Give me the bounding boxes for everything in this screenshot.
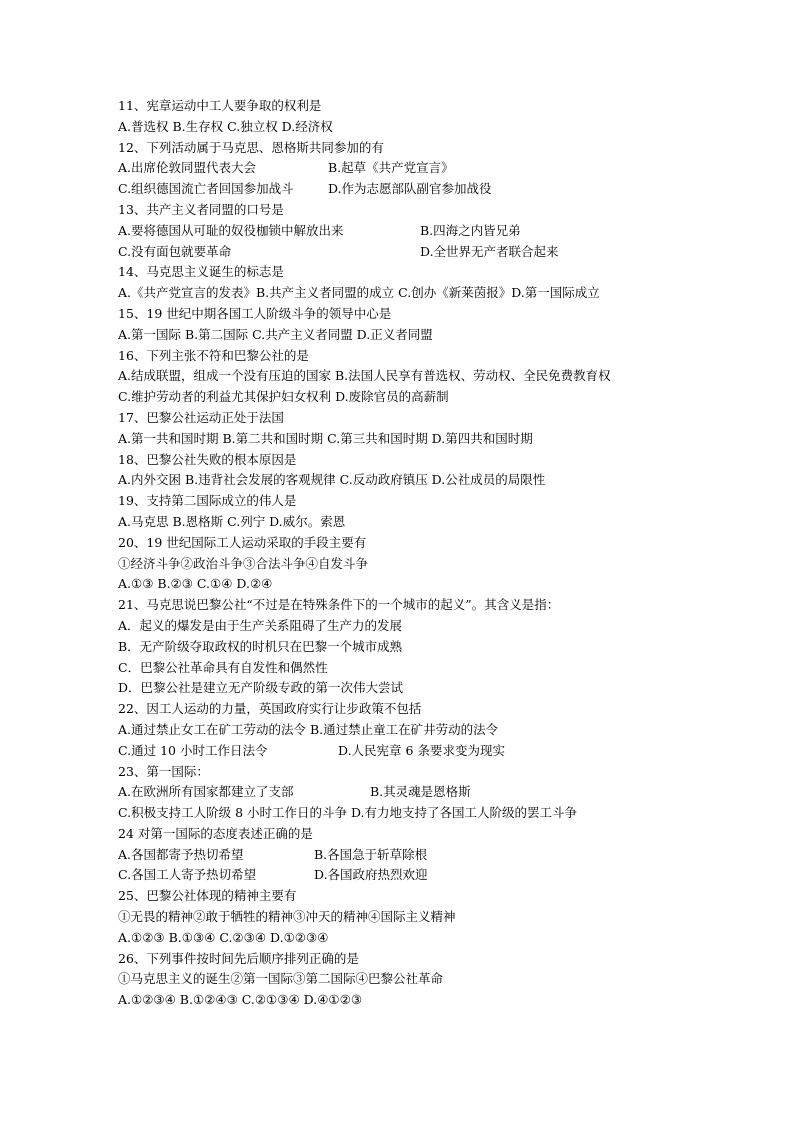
q21-stem: 21、马克思说巴黎公社“不过是在特殊条件下的一个城市的起义”。其含义是指： — [118, 597, 560, 613]
q12-option-a: A.出席伦敦同盟代表大会 — [118, 160, 257, 176]
q25-items: ①无畏的精神②敢于牺牲的精神③冲天的精神④国际主义精神 — [118, 909, 456, 925]
q24-option-d: D.各国政府热烈欢迎 — [314, 867, 428, 883]
q18-options: A.内外交困 B.违背社会发展的客观规律 C.反动政府镇压 D.公社成员的局限性 — [118, 472, 546, 488]
q13-option-b: B.四海之内皆兄弟 — [420, 222, 521, 238]
q26-stem: 26、下列事件按时间先后顺序排列正确的是 — [118, 950, 359, 966]
q23-stem: 23、第一国际： — [118, 763, 209, 779]
q16-options-row1: A.结成联盟，组成一个没有压迫的国家 B.法国人民享有普选权、劳动权、全民免费教育权 — [118, 368, 611, 384]
q21-option-c: C．巴黎公社革命具有自发性和偶然性 — [118, 659, 328, 675]
q24-stem: 24 对第一国际的态度表述正确的是 — [118, 825, 313, 841]
q25-options: A.①②③ B.①③④ C.②③④ D.①②③④ — [118, 929, 329, 945]
q23-option-a: A.在欧洲所有国家都建立了支部 — [118, 784, 294, 800]
q21-option-b: B．无产阶级夺取政权的时机只在巴黎一个城市成熟 — [118, 638, 403, 654]
q21-option-d: D．巴黎公社是建立无产阶级专政的第一次伟大尝试 — [118, 680, 404, 696]
q24-option-b: B.各国急于斩草除根 — [314, 846, 428, 862]
q13-option-a: A.要将德国从可耻的奴役枷锁中解放出来 — [118, 222, 344, 238]
q16-options-row2: C.维护劳动者的利益尤其保护妇女权利 D.废除官员的高薪制 — [118, 389, 449, 405]
q12-option-d: D.作为志愿部队副官参加战役 — [328, 181, 492, 197]
q12-option-b: B.起草《共产党宣言》 — [328, 160, 454, 176]
q22-option-d: D.人民宪章 6 条要求变为现实 — [338, 742, 505, 758]
q15-stem: 15、19 世纪中期各国工人阶级斗争的领导中心是 — [118, 305, 392, 321]
q20-items: ①经济斗争②政治斗争③合法斗争④自发斗争 — [118, 555, 369, 571]
q24-option-a: A.各国都寄予热切希望 — [118, 846, 244, 862]
question-page — [118, 96, 678, 1011]
q25-stem: 25、巴黎公社体现的精神主要有 — [118, 888, 297, 904]
q26-items: ①马克思主义的诞生②第一国际③第二国际④巴黎公社革命 — [118, 971, 444, 987]
q22-options-row2 — [118, 741, 678, 762]
q14-options: A.《共产党宣言的发表》B.共产主义者同盟的成立 C.创办《新莱茵报》D.第一国际成立 — [118, 285, 600, 301]
q19-stem: 19、支持第二国际成立的伟人是 — [118, 493, 297, 509]
q12-options-row1 — [118, 158, 678, 179]
q23-options-row2: C.积极支持工人阶级 8 小时工作日的斗争 D.有力地支持了各国工人阶级的罢工斗争 — [118, 805, 578, 821]
q19-options: A.马克思 B.恩格斯 C.列宁 D.威尔。索恩 — [118, 513, 346, 529]
q17-options: A.第一共和国时期 B.第二共和国时期 C.第三共和国时期 D.第四共和国时期 — [118, 430, 533, 446]
q13-options-row1 — [118, 221, 678, 242]
q21-option-a: A．起义的爆发是由于生产关系阻碍了生产力的发展 — [118, 617, 403, 633]
q17-stem: 17、巴黎公社运动正处于法国 — [118, 409, 284, 425]
q23-options-row1 — [118, 782, 678, 803]
q13-options-row2 — [118, 242, 678, 263]
q14-stem: 14、马克思主义诞生的标志是 — [118, 264, 284, 280]
q22-option-c: C.通过 10 小时工作日法令 — [118, 742, 268, 758]
q24-option-c: C.各国工人寄予热切希望 — [118, 867, 257, 883]
q12-option-c: C.组织德国流亡者回国参加战斗 — [118, 181, 294, 197]
q24-options-row2 — [118, 865, 678, 886]
q11-stem: 11、宪章运动中工人要争取的权利是 — [118, 98, 322, 113]
q20-options: A.①③ B.②③ C.①④ D.②④ — [118, 576, 273, 592]
q22-stem: 22、因工人运动的力量，英国政府实行让步政策不包括 — [118, 701, 422, 717]
q26-options: A.①②③④ B.①②④③ C.②①③④ D.④①②③ — [118, 992, 363, 1008]
q13-option-c: C.没有面包就要革命 — [118, 243, 232, 259]
q11-options: A.普选权 B.生存权 C.独立权 D.经济权 — [118, 118, 333, 134]
q16-stem: 16、下列主张不符和巴黎公社的是 — [118, 347, 309, 363]
q12-stem: 12、下列活动属于马克思、恩格斯共同参加的有 — [118, 139, 384, 155]
q18-stem: 18、巴黎公社失败的根本原因是 — [118, 451, 297, 467]
q22-options-row1: A.通过禁止女工在矿工劳动的法令 B.通过禁止童工在矿井劳动的法令 — [118, 721, 499, 737]
q13-stem: 13、共产主义者同盟的口号是 — [118, 201, 284, 217]
q13-option-d: D.全世界无产者联合起来 — [420, 243, 559, 259]
q20-stem: 20、19 世纪国际工人运动采取的手段主要有 — [118, 534, 367, 550]
q24-options-row1 — [118, 845, 678, 866]
q15-options: A.第一国际 B.第二国际 C.共产主义者同盟 D.正义者同盟 — [118, 326, 433, 342]
q12-options-row2 — [118, 179, 678, 200]
q23-option-b: B.其灵魂是恩格斯 — [370, 784, 471, 800]
